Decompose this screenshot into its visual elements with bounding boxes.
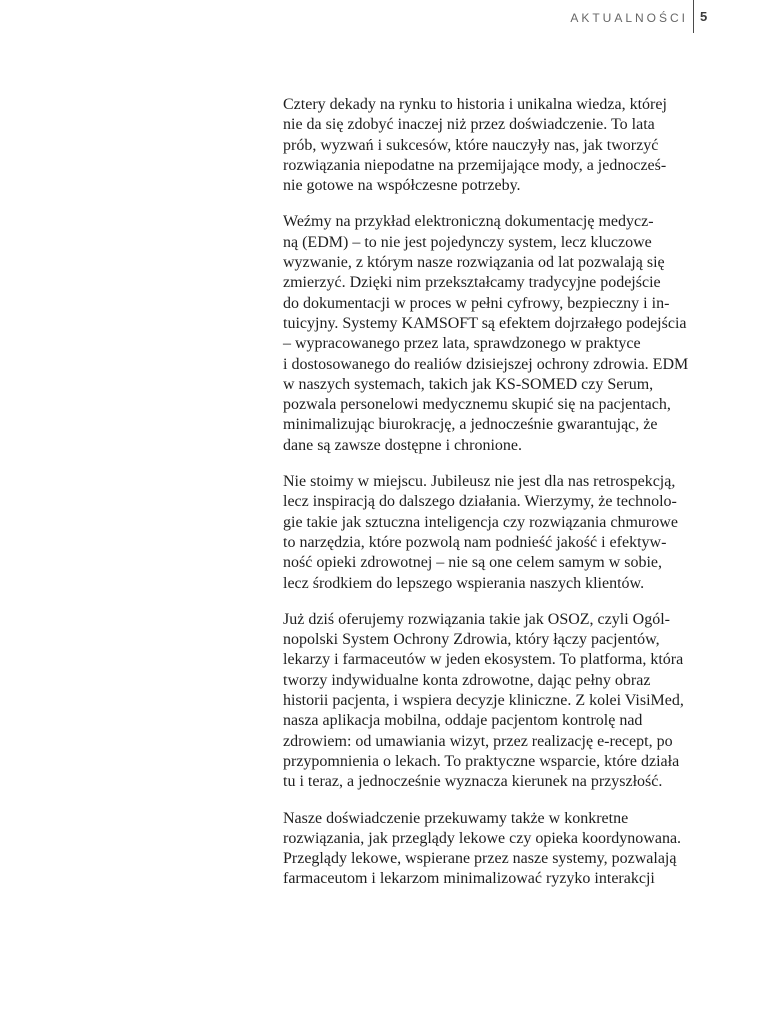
text-line: tuicyjny. Systemy KAMSOFT są efektem dojrzałego podejścia [283, 314, 687, 332]
text-line: Nie stoimy w miejscu. Jubileusz nie jest dla nas retrospekcją, [283, 473, 676, 491]
text-line: w naszych systemach, takich jak KS-SOMED czy Serum, [283, 375, 654, 393]
text-line: farmaceutom i lekarzom minimalizować ryzyko interakcji [283, 870, 655, 888]
text-line: i dostosowanego do realiów dzisiejszej ochrony zdrowia. EDM [283, 355, 689, 373]
page-header [0, 0, 768, 40]
text-line: Nasze doświadczenie przekuwamy także w konkretne [283, 809, 629, 827]
text-line: ną (EDM) – to nie jest pojedynczy system, lecz kluczowe [283, 233, 652, 251]
text-line: tworzy indywidualne konta zdrowotne, dając pełny obraz [283, 671, 651, 689]
text-line: nasza aplikacja mobilna, oddaje pacjentom kontrolę nad [283, 712, 643, 730]
text-line: gie takie jak sztuczna inteligencja czy rozwiązania chmurowe [283, 513, 678, 531]
paragraph [283, 212, 703, 456]
text-line: zmierzyć. Dzięki nim przekształcamy tradycyjne podejście [283, 274, 661, 292]
text-line: przypomnienia o lekach. To praktyczne wsparcie, które działa [283, 752, 680, 770]
paragraph [283, 610, 703, 793]
text-line: rozwiązania, jak przeglądy lekowe czy opieka koordynowana. [283, 829, 682, 847]
text-line: lecz środkiem do lepszego wspierania naszych klientów. [283, 574, 645, 592]
text-line: lekarzy i farmaceutów w jeden ekosystem. To platforma, która [283, 651, 684, 669]
text-line: nopolski System Ochrony Zdrowia, który łączy pacjentów, [283, 631, 660, 649]
text-line: do dokumentacji w proces w pełni cyfrowy, bezpieczny i in- [283, 294, 670, 312]
text-line: Przeglądy lekowe, wspierane przez nasze systemy, pozwalają [283, 850, 677, 868]
text-line: Już dziś oferujemy rozwiązania takie jak OSOZ, czyli Ogól- [283, 610, 670, 628]
header-divider [693, 0, 694, 33]
text-line: prób, wyzwań i sukcesów, które nauczyły nas, jak tworzyć [283, 136, 659, 154]
page-number: 5 [700, 9, 708, 24]
text-line: tu i teraz, a jednocześnie wyznacza kierunek na przyszłość. [283, 773, 663, 791]
paragraph [283, 95, 703, 196]
text-line: nie da się zdobyć inaczej niż przez doświadczenie. To lata [283, 116, 655, 134]
text-line: Weźmy na przykład elektroniczną dokumentację medycz- [283, 213, 654, 231]
text-line: rozwiązania niepodatne na przemijające mody, a jednocześ- [283, 156, 667, 174]
text-line: – wypracowanego przez lata, sprawdzonego w praktyce [283, 335, 641, 353]
text-line: ność opieki zdrowotnej – nie są one celem samym w sobie, [283, 554, 663, 572]
text-line: Cztery dekady na rynku to historia i unikalna wiedza, której [283, 96, 667, 113]
text-line: dane są zawsze dostępne i chronione. [283, 436, 523, 454]
text-line: nie gotowe na współczesne potrzeby. [283, 177, 521, 195]
text-line: wyzwanie, z którym nasze rozwiązania od lat pozwalają się [283, 254, 665, 272]
text-line: historii pacjenta, i wspiera decyzje kliniczne. Z kolei VisiMed, [283, 692, 684, 710]
paragraph [283, 809, 703, 890]
text-line: to narzędzia, które pozwolą nam podnieść jakość i efektyw- [283, 533, 667, 551]
section-label: AKTUALNOŚCI [570, 11, 688, 25]
paragraph [283, 472, 703, 594]
text-line: minimalizując biurokrację, a jednocześnie gwarantując, że [283, 416, 658, 434]
text-line: pozwala personelowi medycznemu skupić się na pacjentach, [283, 396, 671, 414]
article-body [283, 95, 703, 906]
text-line: lecz inspiracją do dalszego działania. Wierzymy, że technolo- [283, 493, 677, 511]
text-line: zdrowiem: od umawiania wizyt, przez realizację e-recept, po [283, 732, 673, 750]
